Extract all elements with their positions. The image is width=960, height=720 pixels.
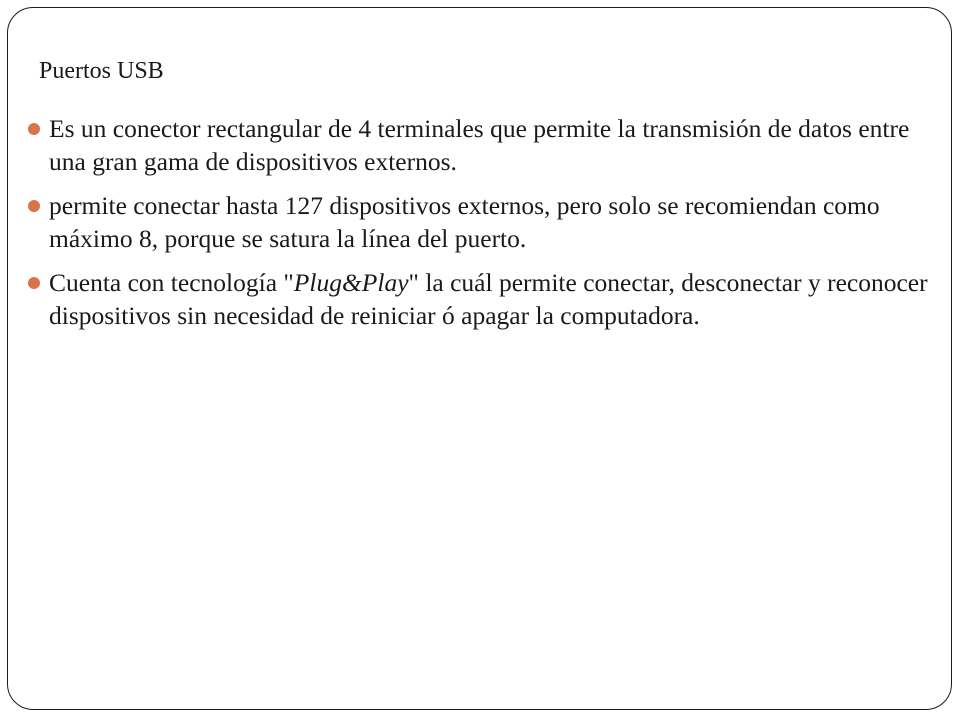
slide-frame [7,7,952,710]
slide-title: Puertos USB [39,58,164,84]
bullet-item-device-count [49,189,951,255]
bullet-text: Es un conector rectangular de 4 terminales que permite la transmisión de datos entre una gran gama de dispositivos externos. [49,114,910,176]
bullet-text-after: " la cuál permite conectar, desconectar y reconocer dispositivos sin necesidad de reiniciar ó apagar la computadora. [49,268,928,330]
bullet-list [39,112,951,343]
bullet-dot-icon [28,277,40,289]
bullet-item-usb-connector [49,112,951,178]
bullet-dot-icon [28,123,40,135]
bullet-text: permite conectar hasta 127 dispositivos externos, pero solo se recomiendan como máximo 8, porque se satura la línea del puerto. [49,191,880,253]
bullet-text-italic: Plug&Play [293,268,409,297]
bullet-dot-icon [28,200,40,212]
bullet-text-before: Cuenta con tecnología " [49,268,294,297]
bullet-item-plug-and-play [49,266,951,332]
